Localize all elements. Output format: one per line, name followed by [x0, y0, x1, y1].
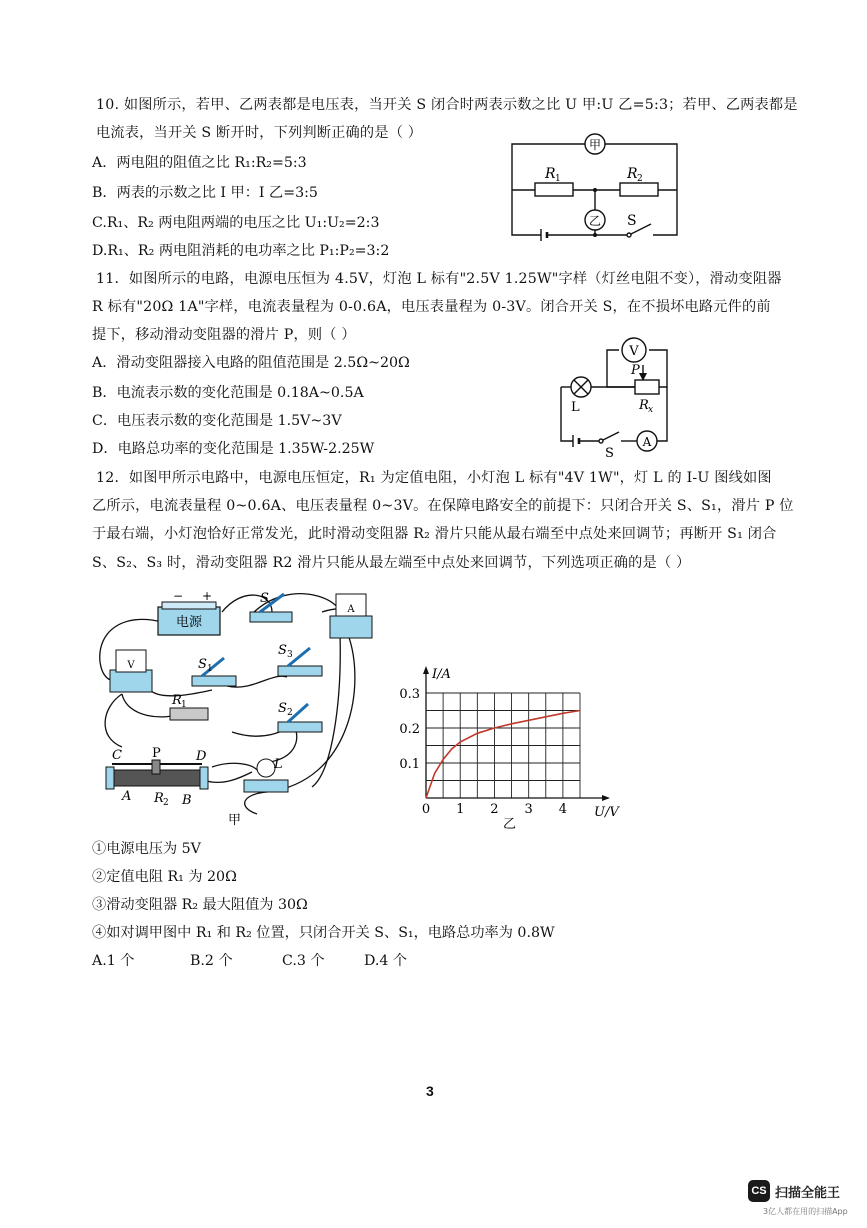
- q12-s2-label: S: [278, 701, 287, 716]
- q12-rheo-a: A: [122, 789, 132, 804]
- q11-stem-line1: 11．如图所示的电路，电源电压恒为 4.5V，灯泡 L 标有"2.5V 1.25W"字样（灯丝电阻不变），滑动变阻器: [96, 271, 782, 287]
- q12-s1-label: S: [198, 657, 207, 672]
- q12-s3-label: S: [278, 643, 287, 658]
- q10-option-c[interactable]: C.R₁、R₂ 两电阻两端的电压之比 U₁:U₂=2:3: [92, 215, 380, 231]
- chart-x-tick-label: 3: [524, 802, 533, 817]
- q10-option-a[interactable]: A．两电阻的阻值之比 R₁:R₂=5:3: [92, 155, 307, 171]
- q10-meter-jia-label: 甲: [588, 138, 602, 152]
- q10-r2-label: R: [627, 166, 638, 182]
- q12-power-minus: −: [173, 589, 184, 603]
- q12-choice-c[interactable]: C.3 个: [282, 953, 325, 969]
- q12-r1-label: R: [172, 693, 182, 708]
- q10-option-b[interactable]: B．两表的示数之比 I 甲：I 乙=3:5: [92, 185, 318, 201]
- chart-x-tick-label: 0: [421, 802, 431, 817]
- q10-meter-yi-label: 乙: [588, 214, 602, 228]
- q12-stem-line4: S、S₂、S₃ 时，滑动变阻器 R2 滑片只能从最左端至中点处来回调节，下列选项正确的是（ ）: [92, 555, 691, 571]
- q12-statement-2: ②定值电阻 R₁ 为 20Ω: [92, 869, 237, 885]
- q12-figure-jia-caption: 甲: [228, 813, 242, 828]
- chart-series-line: [426, 711, 580, 799]
- q12-r2-label: R: [154, 791, 164, 806]
- q10-stem-line1: 10. 如图所示，若甲、乙两表都是电压表，当开关 S 闭合时两表示数之比 U 甲:U 乙=5:3；若甲、乙两表都是: [96, 97, 798, 113]
- q12-ammeter-label: A: [347, 604, 355, 615]
- q12-rheo-d: D: [196, 749, 207, 764]
- chart-x-axis-label: U/V: [594, 805, 619, 820]
- chart-caption: 乙: [503, 817, 517, 832]
- q11-slider-label: P: [631, 363, 640, 378]
- q10-option-d[interactable]: D.R₁、R₂ 两电阻消耗的电功率之比 P₁:P₂=3:2: [92, 243, 390, 259]
- q10-switch-label: S: [627, 213, 637, 229]
- q10-r1-label: R: [545, 166, 556, 182]
- q12-statement-1: ①电源电压为 5V: [92, 841, 201, 857]
- chart-y-axis-arrow: [423, 666, 429, 674]
- q11-switch-label: S: [605, 446, 614, 460]
- q12-figure-jia: [92, 582, 382, 830]
- q12-power-label: 电源: [175, 615, 203, 630]
- q11-voltmeter-label: V: [629, 344, 639, 359]
- q12-r1-sub: 1: [181, 700, 187, 710]
- q11-rheostat-label: R: [639, 398, 649, 413]
- camscanner-app-name: 扫描全能王: [775, 1186, 841, 1201]
- q12-s1-sub: 1: [207, 664, 213, 674]
- q11-rheostat-sub: x: [648, 405, 654, 415]
- camscanner-logo-icon: CS: [748, 1180, 770, 1202]
- q11-lamp-label: L: [571, 400, 580, 415]
- q12-voltmeter-label: V: [127, 660, 135, 671]
- q11-stem-line3: 提下，移动滑动变阻器的滑片 P，则（ ）: [92, 327, 356, 343]
- q11-option-b[interactable]: B．电流表示数的变化范围是 0.18A~0.5A: [92, 385, 364, 401]
- chart-y-tick-label: 0.2: [399, 722, 420, 737]
- q12-switch-s-label: S: [260, 591, 269, 606]
- q12-stem-line2: 乙所示，电流表量程 0~0.6A、电压表量程 0~3V。在保障电路安全的前提下：只闭合开关 S、S₁，滑片 P 位: [92, 498, 794, 514]
- q12-statement-4: ④如对调甲图中 R₁ 和 R₂ 位置，只闭合开关 S、S₁，电路总功率为 0.8W: [92, 925, 555, 941]
- chart-x-tick-label: 4: [558, 802, 568, 817]
- chart-y-tick-label: 0.1: [399, 757, 420, 772]
- q12-iu-chart: [392, 660, 632, 832]
- q10-circuit-diagram: [505, 130, 690, 245]
- q12-rheo-p: P: [152, 746, 161, 761]
- q10-r2-sub: 2: [637, 174, 643, 184]
- q12-choice-b[interactable]: B.2 个: [190, 953, 233, 969]
- chart-y-axis-label: I/A: [432, 667, 451, 682]
- q11-option-d[interactable]: D．电路总功率的变化范围是 1.35W-2.25W: [92, 441, 375, 457]
- q10-r1-sub: 1: [555, 174, 561, 184]
- q10-stem-line2: 电流表，当开关 S 断开时，下列判断正确的是（ ）: [96, 125, 423, 141]
- q11-stem-line2: R 标有"20Ω 1A"字样，电流表量程为 0-0.6A，电压表量程为 0-3V。闭合开关 S，在不损坏电路元件的前: [92, 299, 771, 315]
- q12-stem-line1: 12．如图甲所示电路中，电源电压恒定，R₁ 为定值电阻，小灯泡 L 标有"4V 1W"，灯 L 的 I-U 图线如图: [96, 470, 772, 486]
- q12-choice-d[interactable]: D.4 个: [364, 953, 408, 969]
- q12-statement-3: ③滑动变阻器 R₂ 最大阻值为 30Ω: [92, 897, 308, 913]
- q12-s3-sub: 3: [287, 650, 293, 660]
- page-number: 3: [426, 1083, 434, 1099]
- chart-grid: [426, 693, 580, 798]
- q11-circuit-diagram: [555, 335, 680, 460]
- q12-stem-line3: 于最右端，小灯泡恰好正常发光，此时滑动变阻器 R₂ 滑片只能从最右端至中点处来回调节；再断开 S₁ 闭合: [92, 526, 777, 542]
- q12-s2-sub: 2: [287, 708, 293, 718]
- q12-lamp-label: L: [274, 757, 283, 772]
- q12-power-plus: +: [202, 589, 213, 603]
- chart-x-tick-label: 1: [456, 802, 465, 817]
- chart-x-axis-arrow: [602, 795, 610, 801]
- q11-option-c[interactable]: C．电压表示数的变化范围是 1.5V~3V: [92, 413, 342, 429]
- q11-ammeter-label: A: [642, 435, 652, 449]
- chart-y-tick-label: 0.3: [399, 687, 420, 702]
- q12-choice-a[interactable]: A.1 个: [92, 953, 135, 969]
- camscanner-tagline: 3亿人都在用的扫描App: [763, 1207, 848, 1216]
- chart-x-tick-label: 2: [490, 802, 499, 817]
- q12-rheo-b: B: [182, 793, 192, 808]
- q12-r2-sub: 2: [163, 798, 169, 808]
- q11-option-a[interactable]: A．滑动变阻器接入电路的阻值范围是 2.5Ω~20Ω: [92, 355, 410, 371]
- q12-rheo-c: C: [112, 748, 122, 763]
